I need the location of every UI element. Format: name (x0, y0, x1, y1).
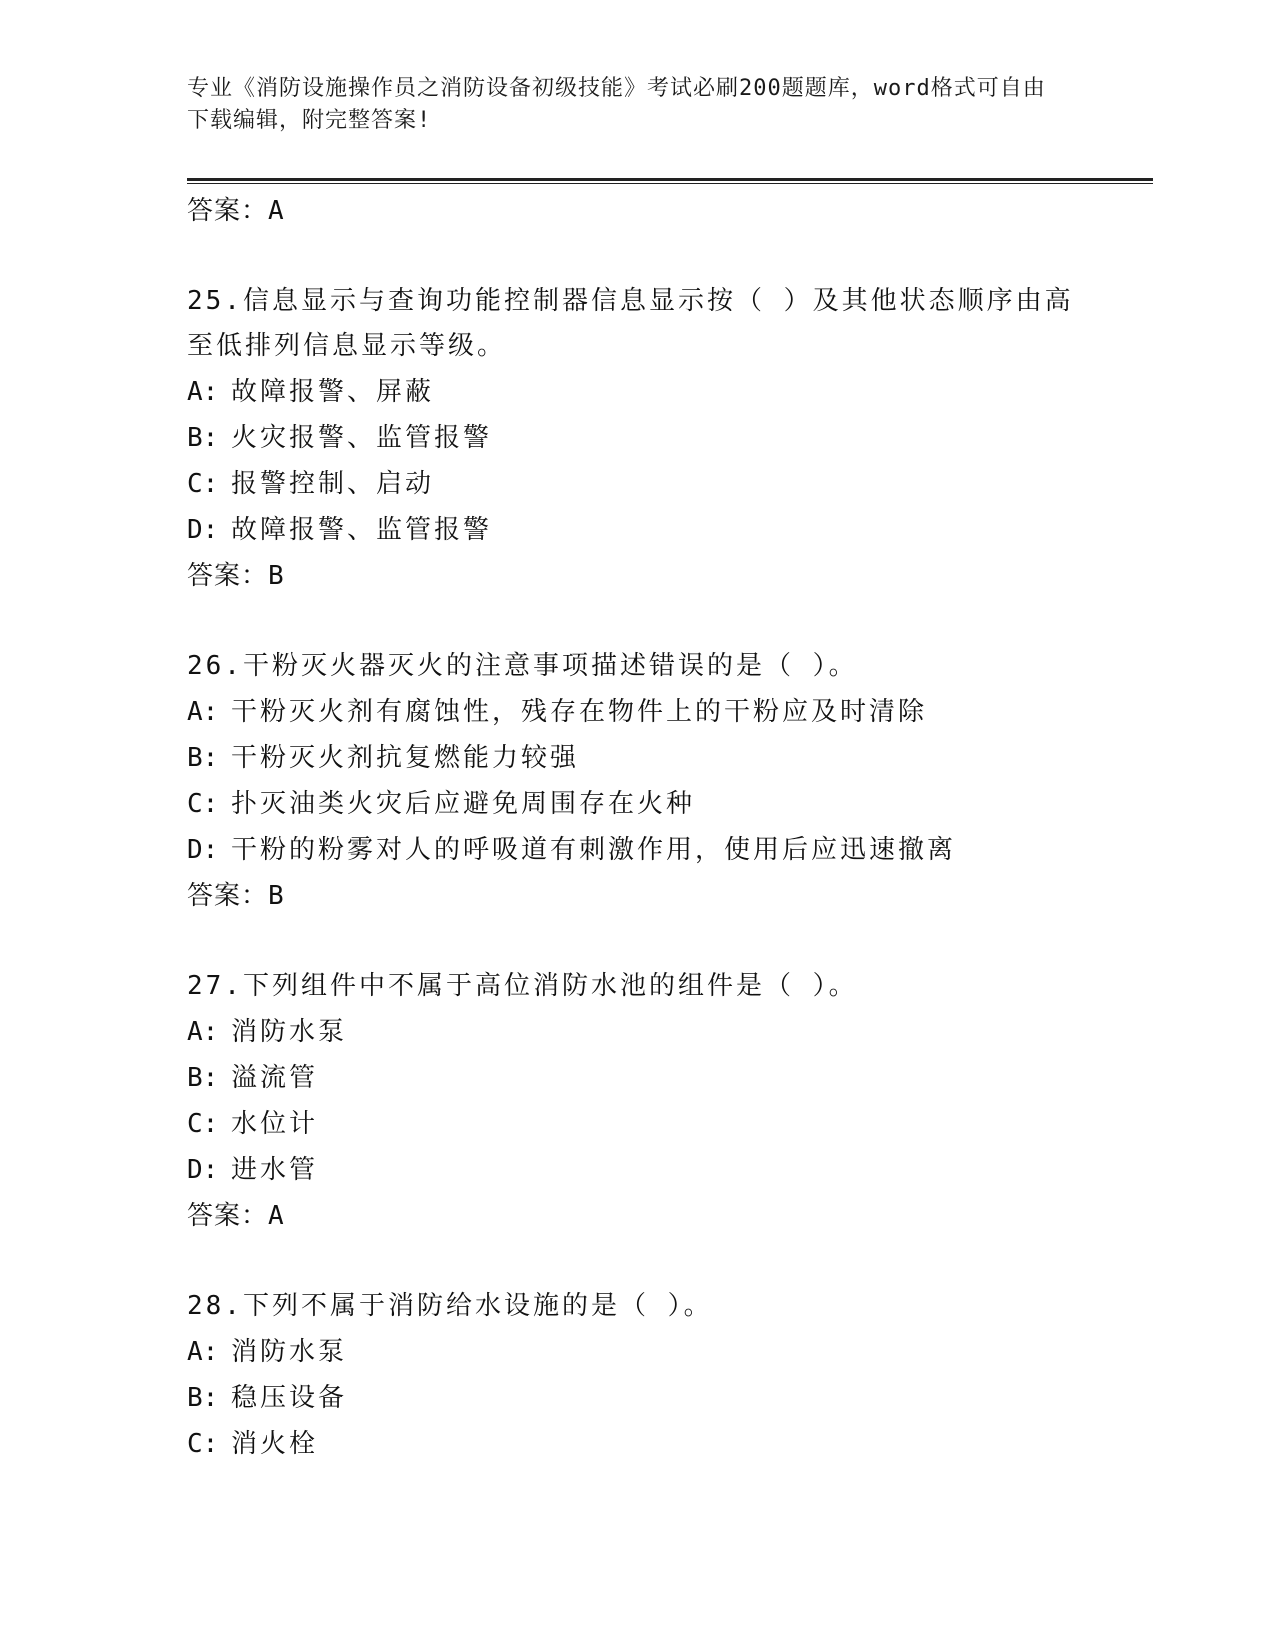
option-label: D: (187, 1155, 219, 1185)
option-label: D: (187, 515, 219, 545)
answer-line (187, 553, 1087, 599)
question-block (187, 1284, 1087, 1467)
option-text: 故障报警、屏蔽 (231, 377, 435, 407)
option-label: A: (187, 1337, 219, 1367)
header-rule-thin (187, 183, 1153, 184)
option-text: 报警控制、启动 (231, 469, 435, 499)
option-a (187, 689, 1087, 735)
option-text: 稳压设备 (231, 1383, 348, 1413)
question-text: 28.下列不属于消防给水设施的是（ ）。 (187, 1291, 713, 1321)
option-b (187, 1375, 1087, 1421)
option-label: A: (187, 377, 219, 407)
answer-value: B (268, 561, 285, 591)
answer-line (187, 873, 1087, 919)
option-a (187, 369, 1087, 415)
option-a (187, 1329, 1087, 1375)
option-d (187, 507, 1087, 553)
question-block (187, 644, 1087, 919)
option-text: 溢流管 (231, 1063, 319, 1093)
option-b (187, 1055, 1087, 1101)
option-label: B: (187, 423, 219, 453)
question-text: 26.干粉灭火器灭火的注意事项描述错误的是（ ）。 (187, 651, 858, 681)
option-text: 消火栓 (231, 1429, 319, 1459)
option-d (187, 827, 1087, 873)
option-text: 干粉灭火剂有腐蚀性，残存在物件上的干粉应及时清除 (231, 697, 928, 727)
question-block (187, 964, 1087, 1239)
answer-label: 答案： (187, 881, 269, 911)
option-b (187, 415, 1087, 461)
option-label: C: (187, 1109, 219, 1139)
option-label: C: (187, 469, 219, 499)
option-label: B: (187, 1063, 219, 1093)
option-label: D: (187, 835, 219, 865)
option-a (187, 1009, 1087, 1055)
option-text: 消防水泵 (231, 1017, 348, 1047)
option-label: C: (187, 789, 219, 819)
option-text: 消防水泵 (231, 1337, 348, 1367)
option-label: B: (187, 743, 219, 773)
option-text: 干粉灭火剂抗复燃能力较强 (231, 743, 580, 773)
answer-value: A (268, 196, 285, 226)
document-header: 专业《消防设施操作员之消防设备初级技能》考试必刷200题题库，word格式可自由下载编辑，附完整答案! (187, 76, 1046, 133)
answer-line (187, 188, 1087, 234)
answer-label: 答案： (187, 1201, 269, 1231)
option-c (187, 781, 1087, 827)
option-text: 干粉的粉雾对人的呼吸道有刺激作用，使用后应迅速撤离 (231, 835, 957, 865)
option-text: 水位计 (231, 1109, 319, 1139)
answer-value: B (268, 881, 285, 911)
question-text: 27.下列组件中不属于高位消防水池的组件是（ ）。 (187, 971, 858, 1001)
option-c (187, 1421, 1087, 1467)
option-label: A: (187, 697, 219, 727)
option-b (187, 735, 1087, 781)
option-text: 故障报警、监管报警 (231, 515, 493, 545)
answer-value: A (268, 1201, 285, 1231)
question-block (187, 279, 1087, 599)
option-text: 火灾报警、监管报警 (231, 423, 493, 453)
option-c (187, 461, 1087, 507)
option-text: 进水管 (231, 1155, 319, 1185)
option-label: C: (187, 1429, 219, 1459)
answer-label: 答案： (187, 196, 269, 226)
option-label: A: (187, 1017, 219, 1047)
option-c (187, 1101, 1087, 1147)
option-label: B: (187, 1383, 219, 1413)
option-d (187, 1147, 1087, 1193)
header-rule-thick (187, 178, 1153, 181)
question-text: 25.信息显示与查询功能控制器信息显示按（ ）及其他状态顺序由高至低排列信息显示等级。 (187, 286, 1074, 361)
answer-label: 答案： (187, 561, 269, 591)
document-body (187, 188, 1087, 1467)
answer-line (187, 1193, 1087, 1239)
option-text: 扑灭油类火灾后应避免周围存在火种 (231, 789, 696, 819)
